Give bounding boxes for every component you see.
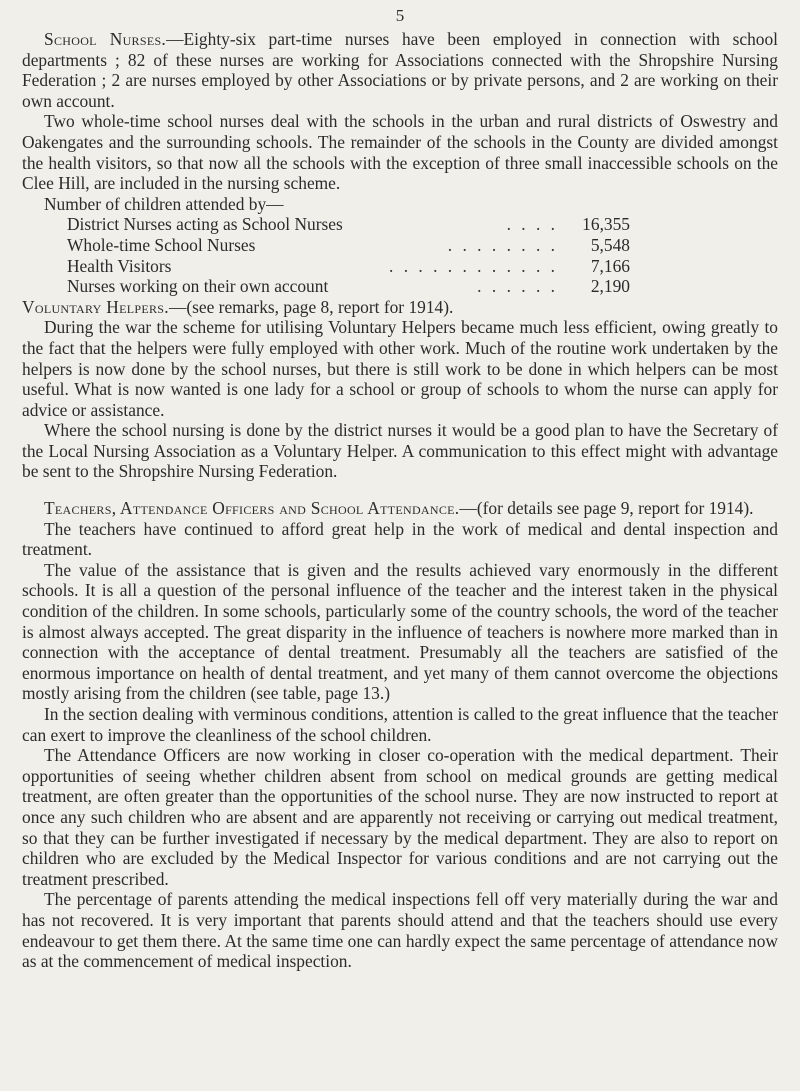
section-heading-school-nurses: School Nurses.	[44, 29, 167, 49]
row-leader: . . . . . .	[477, 276, 558, 297]
paragraph: The teachers have continued to afford great help in the work of medical and dental inspection and treatment.	[22, 518, 778, 560]
paragraph-teachers	[22, 498, 778, 519]
paragraph: Two whole-time school nurses deal with the schools in the urban and rural districts of Oswestry and Oakengates and the surrounding schools. The remainder of the schools in the County are divided amongst the health visitors, so that now all the schools with the exception of three small inaccessible schools on the Clee Hill, are included in the nursing scheme.	[22, 111, 778, 194]
row-value: 5,548	[590, 234, 630, 255]
section-intro: —(see remarks, page 8, report for 1914).	[168, 296, 454, 317]
row-label: District Nurses acting as School Nurses	[67, 214, 343, 235]
page-number: 5	[395, 6, 405, 25]
paragraph: The Attendance Officers are now working in closer co-operation with the medical department. Their opportunities of seeing whether children absent from school on medical grounds are getting medical treatment, are often greater than the opportunities of the school nurse. They are now instructed to report at once any such children who are absent and are apparently not receiving or carrying out medical treatment, so that they can be further investigated if necessary by the medical department. They are also to report on children who are excluded by the Medical Inspector for various conditions and are not carrying out the treatment prescribed.	[22, 745, 778, 889]
paragraph: Where the school nursing is done by the district nurses it would be a good plan to have the Secretary of the Local Nursing Association as a Voluntary Helper. A communication to this effect might with advantage be sent to the Shropshire Nursing Federation.	[22, 420, 778, 482]
section-heading-teachers: Teachers, Attendance Officers and School Attendance.	[44, 498, 460, 519]
row-value: 7,166	[590, 255, 630, 276]
section-heading-voluntary-helpers: Voluntary Helpers.	[22, 296, 169, 317]
row-leader: . . . . . . . .	[447, 234, 558, 255]
paragraph-voluntary-helpers	[22, 297, 778, 318]
paragraph: In the section dealing with verminous conditions, attention is called to the great influence that the teacher can exert to improve the cleanliness of the school children.	[22, 704, 778, 745]
paragraph-school-nurses	[22, 29, 778, 111]
table-row	[67, 235, 630, 256]
section-intro: —(for details see page 9, report for 1914).	[459, 498, 754, 519]
table-row	[67, 256, 630, 277]
paragraph: The value of the assistance that is given and the results achieved vary enormously in the different schools. It is all a question of the personal influence of the teacher and the interest taken in the physical condition of the children. In some schools, particularly some of the country schools, the word of the teacher is almost always accepted. The great disparity in the influence of teachers is nowhere more marked than in connection with the acceptance of dental treatment. Presumably all the teachers are satisfied of the enormous importance on health of dental treatment, and yet many of them cannot overcome the objections mostly arising from the children (see table, page 13.)	[22, 559, 778, 704]
row-label: Health Visitors	[67, 255, 172, 276]
document-body	[22, 29, 778, 972]
paragraph: During the war the scheme for utilising Voluntary Helpers became much less efficient, owing greatly to the fact that the helpers were fully employed with other work. Much of the routine work undertaken by the helpers is now done by the school nurses, but there is still work to be done in which helpers can be most useful. What is now wanted is one lady for a school or group of schools to whom the nurse can apply for advice or assistance.	[22, 317, 778, 420]
row-leader: . . . . . . . . . . . .	[389, 255, 558, 276]
table-row	[67, 214, 630, 235]
paragraph-text: —Eighty-six part-time nurses have been employed in connection with school departments ; 82 of these nurses are working for Associations connected with the Shropshire Nursing Federation ; 2 are nurses employed by other Associations or by private persons, and 2 are working on their own account.	[22, 29, 778, 111]
row-label: Whole-time School Nurses	[67, 234, 256, 255]
row-label: Nurses working on their own account	[67, 276, 329, 297]
children-attended-table	[67, 214, 630, 296]
row-value: 2,190	[590, 276, 630, 297]
row-value: 16,355	[582, 214, 630, 235]
table-row	[67, 276, 630, 297]
row-leader: . . . .	[506, 214, 558, 235]
paragraph: The percentage of parents attending the medical inspections fell off very materially during the war and has not recovered. It is very important that parents should attend and that the teachers should use every endeavour to get them there. At the same time one can hardly expect the same percentage of attendance now as at the commencement of medical inspection.	[22, 889, 778, 972]
list-heading: Number of children attended by—	[44, 193, 284, 214]
